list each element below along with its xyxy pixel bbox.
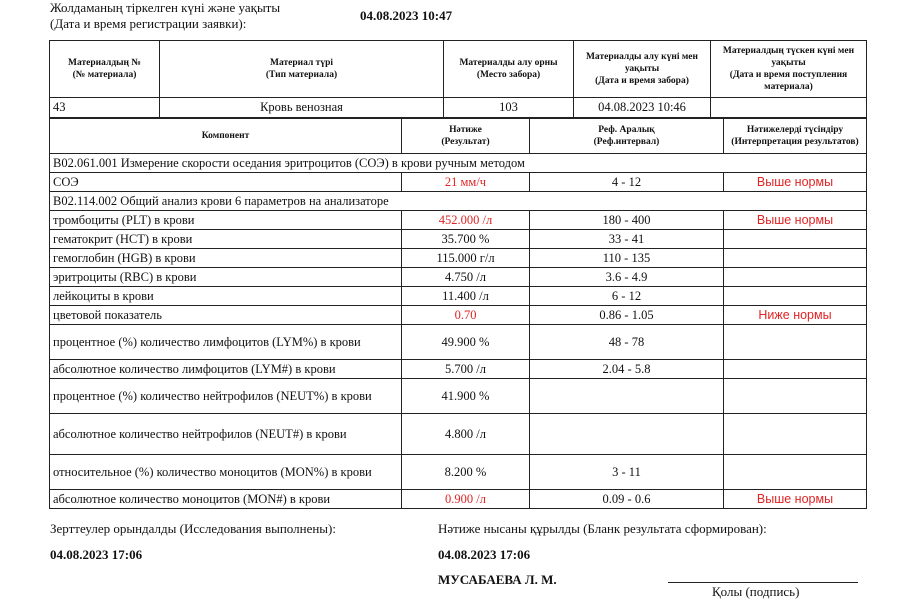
component-name: эритроциты (RBC) в крови (50, 268, 402, 287)
material-table (49, 40, 867, 118)
table-row (50, 455, 867, 490)
reference-range: 33 - 41 (530, 230, 724, 249)
result-value: 5.700 /л (402, 360, 530, 379)
material-header-taken: Материалды алу күні мен уақыты (Дата и время забора) (574, 41, 711, 98)
reference-range: 2.04 - 5.8 (530, 360, 724, 379)
material-header-place: Материалды алу орны (Место забора) (444, 41, 574, 98)
component-name: абсолютное количество лимфоцитов (LYM#) в крови (50, 360, 402, 379)
header-component: Компонент (50, 119, 402, 154)
material-header-type: Материал түрі (Тип материала) (160, 41, 444, 98)
interpretation (724, 455, 867, 490)
reference-range: 4 - 12 (530, 173, 724, 192)
component-name: процентное (%) количество нейтрофилов (NEUT%) в крови (50, 379, 402, 414)
reference-range: 180 - 400 (530, 211, 724, 230)
result-value: 11.400 /л (402, 287, 530, 306)
reference-range: 0.86 - 1.05 (530, 306, 724, 325)
table-row (50, 249, 867, 268)
results-table (49, 118, 867, 509)
header-interpretation: Нәтижелерді түсіндіру (Интерпретация результатов) (724, 119, 867, 154)
material-row (50, 98, 867, 118)
result-value: 0.900 /л (402, 490, 530, 509)
interpretation: Выше нормы (724, 173, 867, 192)
performed-datetime: 04.08.2023 17:06 (50, 547, 143, 562)
component-name: относительное (%) количество моноцитов (MON%) в крови (50, 455, 402, 490)
interpretation (724, 230, 867, 249)
reference-range: 3 - 11 (530, 455, 724, 490)
result-value: 115.000 г/л (402, 249, 530, 268)
component-name: тромбоциты (PLT) в крови (50, 211, 402, 230)
interpretation (724, 325, 867, 360)
component-name: гемоглобин (HGB) в крови (50, 249, 402, 268)
result-value: 35.700 % (402, 230, 530, 249)
interpretation (724, 249, 867, 268)
registration-label-kz: Жолдаманың тіркелген күні және уақыты (50, 0, 281, 15)
reference-range: 48 - 78 (530, 325, 724, 360)
component-name: абсолютное количество моноцитов (MON#) в крови (50, 490, 402, 509)
reference-range: 110 - 135 (530, 249, 724, 268)
section-row (50, 192, 867, 211)
interpretation: Выше нормы (724, 490, 867, 509)
formed-label: Нәтиже нысаны құрылды (Бланк результата сформирован): (438, 521, 767, 536)
material-received (711, 98, 867, 118)
material-header-number: Материалдың № (№ материала) (50, 41, 160, 98)
table-row (50, 268, 867, 287)
doctor-name: МУСАБАЕВА Л. М. (438, 572, 557, 587)
component-name: лейкоциты в крови (50, 287, 402, 306)
material-taken: 04.08.2023 10:46 (574, 98, 711, 118)
formed-datetime: 04.08.2023 17:06 (438, 547, 531, 562)
interpretation (724, 360, 867, 379)
material-number: 43 (50, 98, 160, 118)
interpretation: Выше нормы (724, 211, 867, 230)
header-result: Нәтиже (Результат) (402, 119, 530, 154)
reference-range: 3.6 - 4.9 (530, 268, 724, 287)
component-name: абсолютное количество нейтрофилов (NEUT#) в крови (50, 414, 402, 455)
interpretation: Ниже нормы (724, 306, 867, 325)
reference-range: 6 - 12 (530, 287, 724, 306)
table-row (50, 287, 867, 306)
section-row (50, 154, 867, 173)
header-reference: Реф. Аралық (Реф.интервал) (530, 119, 724, 154)
registration-datetime: 04.08.2023 10:47 (360, 8, 453, 23)
signature-label: Қолы (подпись) (712, 584, 800, 599)
interpretation (724, 268, 867, 287)
material-header-row (50, 41, 867, 98)
result-value: 0.70 (402, 306, 530, 325)
material-type: Кровь венозная (160, 98, 444, 118)
reference-range: 0.09 - 0.6 (530, 490, 724, 509)
reference-range (530, 414, 724, 455)
interpretation (724, 414, 867, 455)
component-name: цветовой показатель (50, 306, 402, 325)
result-value: 41.900 % (402, 379, 530, 414)
table-row (50, 360, 867, 379)
material-header-received: Материалдың түскен күні мен уақыты (Дата и время поступления материала) (711, 41, 867, 98)
table-row (50, 414, 867, 455)
result-value: 49.900 % (402, 325, 530, 360)
table-row (50, 325, 867, 360)
table-row (50, 490, 867, 509)
table-row (50, 379, 867, 414)
interpretation (724, 287, 867, 306)
material-place: 103 (444, 98, 574, 118)
registration-label (50, 0, 280, 32)
table-row (50, 230, 867, 249)
interpretation (724, 379, 867, 414)
result-value: 8.200 % (402, 455, 530, 490)
signature-line (668, 582, 858, 583)
component-name: процентное (%) количество лимфоцитов (LYM%) в крови (50, 325, 402, 360)
result-value: 4.800 /л (402, 414, 530, 455)
section-title-soe: B02.061.001 Измерение скорости оседания эритроцитов (СОЭ) в крови ручным методом (50, 154, 867, 173)
table-row (50, 306, 867, 325)
result-value: 21 мм/ч (402, 173, 530, 192)
result-value: 452.000 /л (402, 211, 530, 230)
table-row (50, 211, 867, 230)
component-name: гематокрит (HCT) в крови (50, 230, 402, 249)
results-header-row (50, 119, 867, 154)
registration-label-ru: (Дата и время регистрации заявки): (50, 16, 247, 31)
component-name: СОЭ (50, 173, 402, 192)
performed-label: Зерттеулер орындалды (Исследования выполнены): (50, 521, 336, 536)
reference-range (530, 379, 724, 414)
section-title-cbc: B02.114.002 Общий анализ крови 6 параметров на анализаторе (50, 192, 867, 211)
result-value: 4.750 /л (402, 268, 530, 287)
table-row (50, 173, 867, 192)
